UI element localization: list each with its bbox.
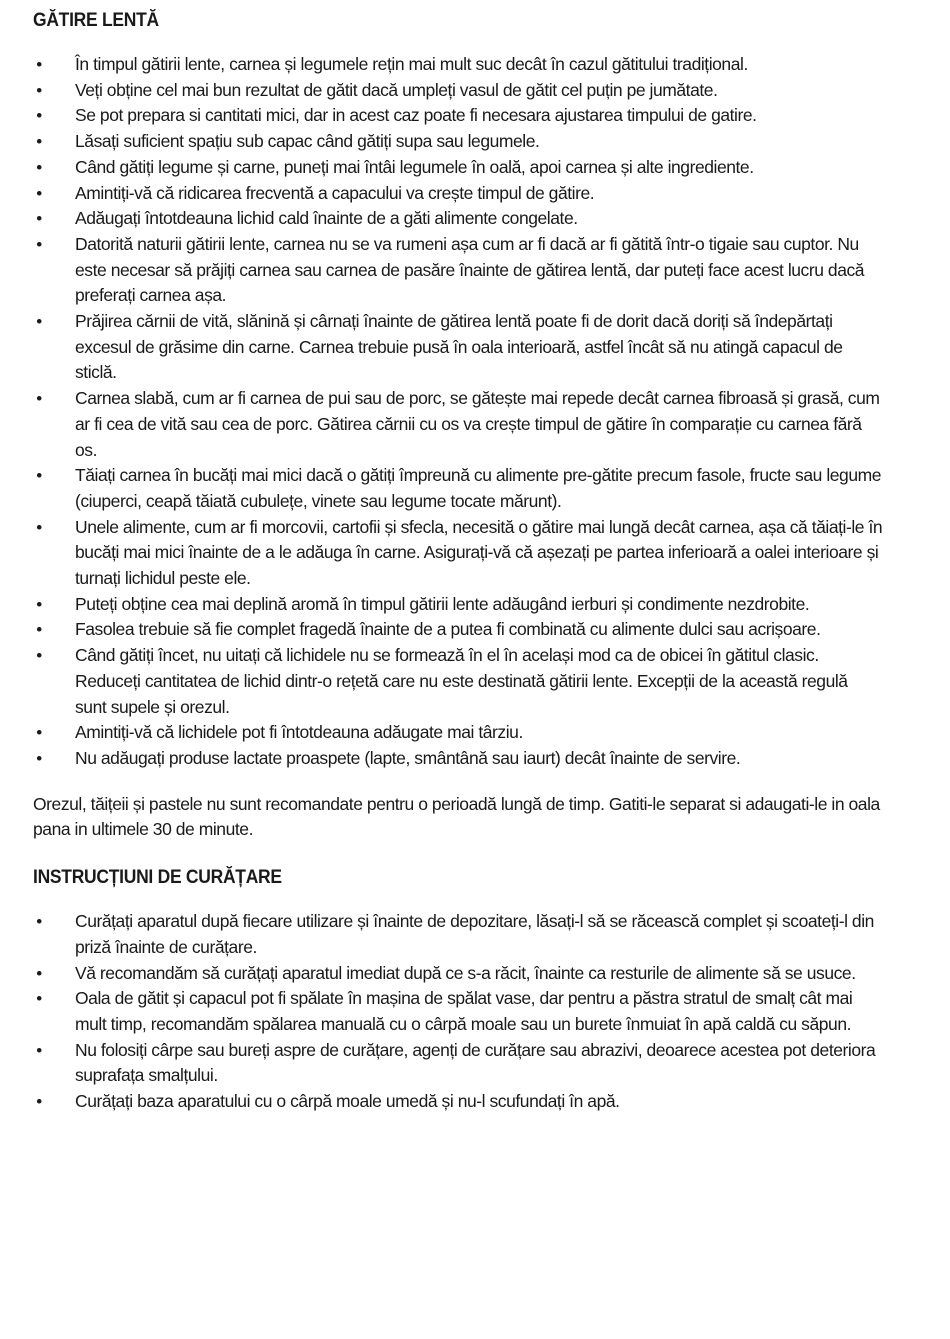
list-item [33, 643, 883, 720]
bullet-icon: • [36, 389, 42, 409]
list-item-text: Amintiți-vă că lichidele pot fi întotdeauna adăugate mai târziu. [75, 722, 523, 743]
bullet-icon: • [36, 963, 42, 983]
list-item [33, 129, 883, 155]
list-item [33, 515, 883, 592]
list-item-text: Tăiați carnea în bucăți mai mici dacă o gătiți împreună cu alimente pre-gătite precum fasole, fructe sau legume (ciuperci, ceapă tăiată cubulețe, vinete sau legume tocate mărunt). [75, 465, 882, 511]
bullet-icon: • [36, 157, 42, 177]
list-item [33, 463, 883, 514]
list-item-text: Nu adăugați produse lactate proaspete (lapte, smântână sau iaurt) decât înainte de servire. [75, 747, 741, 768]
slow-cooking-tips-list [33, 52, 883, 772]
document-page [33, 8, 883, 1115]
bullet-icon: • [36, 55, 42, 74]
bullet-icon: • [36, 80, 42, 100]
bullet-icon: • [36, 312, 42, 332]
section-title-cleaning: INSTRUCȚIUNI DE CURĂȚARE [33, 867, 282, 889]
bullet-icon: • [36, 646, 42, 666]
list-item [33, 103, 883, 129]
list-item [33, 1089, 883, 1115]
bullet-icon: • [36, 748, 42, 768]
list-item-text: Adăugați întotdeauna lichid cald înainte de a găti alimente congelate. [75, 208, 578, 229]
list-item [33, 232, 883, 309]
list-item-text: Carnea slabă, cum ar fi carnea de pui sau de porc, se gătește mai repede decât carnea fibroasă și grasă, cum ar fi cea de vită sau cea de porc. Gătirea cărnii cu os va crește timpul de gătire în comparație cu carnea fără os. [75, 388, 880, 460]
cleaning-instructions-list [33, 909, 883, 1115]
list-item-text: Curățați baza aparatului cu o cârpă moale umedă și nu-l scufundați în apă. [75, 1091, 620, 1112]
list-item-text: Nu folosiți cârpe sau bureți aspre de curățare, agenți de curățare sau abrazivi, deoarece acestea pot deteriora suprafața smalțului. [75, 1039, 876, 1086]
list-item [33, 961, 883, 987]
bullet-icon: • [36, 1040, 42, 1060]
list-item-text: Când gătiți legume și carne, puneți mai întâi legumele în oală, apoi carnea și alte ingrediente. [75, 156, 754, 177]
list-item-text: Amintiți-vă că ridicarea frecventă a capacului va crește timpul de gătire. [75, 182, 595, 203]
bullet-icon: • [36, 132, 42, 152]
bullet-icon: • [36, 723, 42, 743]
bullet-icon: • [36, 989, 42, 1009]
list-item-text: Curățați aparatul după fiecare utilizare și înainte de depozitare, lăsați-l să se răcească complet și scoateți-l din priză înainte de curățare. [75, 911, 874, 957]
list-item [33, 746, 883, 772]
list-item-text: Când gătiți încet, nu uitați că lichidele nu se formează în el în același mod ca de obicei în gătitul clasic. Reduceți cantitatea de lichid dintr-o rețetă care nu este destinată gătirii lente. Excepții de la această regulă sunt supele și orezul. [75, 645, 848, 717]
list-item-text: Unele alimente, cum ar fi morcovii, cartofii și sfecla, necesită o gătire mai lungă decât carnea, așa că tăiați-le în bucăți mai mici înainte de a le adăuga în carne. Asigurați-vă că așezați pe partea inferioară a oalei interioare și turnați lichidul peste ele. [75, 516, 883, 589]
bullet-icon: • [36, 234, 42, 254]
list-item [33, 720, 883, 746]
list-item [33, 206, 883, 232]
list-item [33, 592, 883, 618]
list-item-text: Vă recomandăm să curățați aparatul imediat după ce s-a răcit, înainte ca resturile de alimente să se usuce. [75, 962, 856, 983]
section-title-slow-cooking: GĂTIRE LENTĂ [33, 10, 159, 31]
bullet-icon: • [36, 620, 42, 640]
list-item [33, 386, 883, 463]
bullet-icon: • [36, 1092, 42, 1112]
list-item [33, 909, 883, 960]
bullet-icon: • [36, 594, 42, 614]
list-item [33, 617, 883, 643]
list-item [33, 155, 883, 181]
list-item-text: Se pot prepara si cantitati mici, dar in acest caz poate fi necesara ajustarea timpului de gatire. [75, 105, 757, 126]
list-item-text: Lăsați suficient spațiu sub capac când gătiți supa sau legumele. [75, 131, 540, 152]
list-item-text: Veți obține cel mai bun rezultat de gătit dacă umpleți vasul de gătit cel puțin pe jumătate. [75, 79, 718, 100]
bullet-icon: • [36, 106, 42, 126]
list-item [33, 309, 883, 386]
list-item-text: Puteți obține cea mai deplină aromă în timpul gătirii lente adăugând ierburi și condimente nezdrobite. [75, 593, 810, 614]
list-item-text: Prăjirea cărnii de vită, slănină și cârnați înainte de gătirea lentă poate fi de dorit dacă doriți să îndepărtați excesul de grăsime din carne. Carnea trebuie pusă în oala interioară, astfel încât să nu atingă capacul de sticlă. [75, 311, 843, 383]
list-item-text: Datorită naturii gătirii lente, carnea nu se va rumeni așa cum ar fi dacă ar fi gătită într-o tigaie sau cuptor. Nu este necesar să prăjiți carnea sau carnea de pasăre înainte de gătirea lentă, dar puteți face acest lucru dacă preferați carnea așa. [75, 233, 865, 306]
bullet-icon: • [36, 517, 42, 537]
bullet-icon: • [36, 912, 42, 932]
list-item [33, 1038, 883, 1089]
list-item [33, 52, 883, 78]
list-item-text: Oala de gătit și capacul pot fi spălate în mașina de spălat vase, dar pentru a păstra stratul de smalț cât mai mult timp, recomandăm spălarea manuală cu o cârpă moale sau un burete înmuiat în apă caldă cu săpun. [75, 988, 853, 1034]
bullet-icon: • [36, 183, 42, 203]
list-item [33, 181, 883, 207]
rice-pasta-note: Orezul, tăițeii și pastele nu sunt recomandate pentru o perioadă lungă de timp. Gatiti-le separat si adaugati-le in oala pana in ultimele 30 de minute. [33, 793, 880, 840]
list-item-text: În timpul gătirii lente, carnea și legumele rețin mai mult suc decât în cazul gătitului tradițional. [75, 54, 748, 74]
bullet-icon: • [36, 466, 42, 486]
list-item [33, 986, 883, 1037]
list-item-text: Fasolea trebuie să fie complet fragedă înainte de a putea fi combinată cu alimente dulci sau acrișoare. [75, 619, 821, 640]
list-item [33, 78, 883, 104]
bullet-icon: • [36, 209, 42, 229]
